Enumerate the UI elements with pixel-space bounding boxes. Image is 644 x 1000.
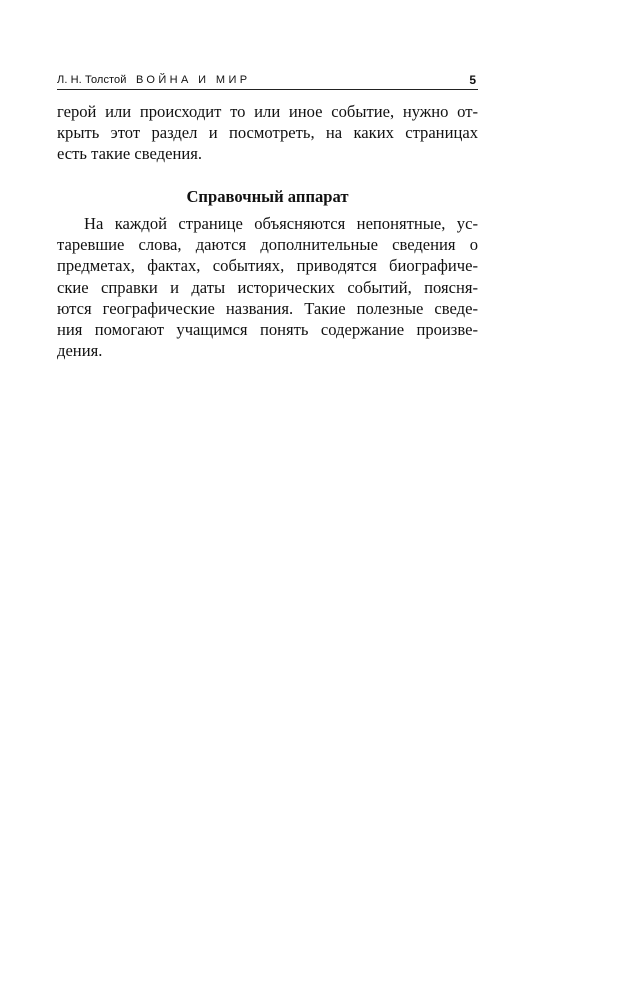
book-page bbox=[57, 0, 478, 1000]
header-rule bbox=[57, 89, 478, 90]
section-heading: Справочный аппарат bbox=[186, 187, 349, 206]
text-line: крыть этот раздел и посмотреть, на каких страницах bbox=[57, 123, 478, 143]
text-line: ские справки и даты исторических событий, поясня- bbox=[57, 277, 478, 297]
text-line: таревшие слова, даются дополнительные сведения о bbox=[57, 235, 478, 255]
page-number: 5 bbox=[469, 73, 476, 87]
text-line: ния помогают учащимся понять содержание произве- bbox=[57, 319, 478, 339]
text-line: На каждой странице объясняются непонятные, ус- bbox=[84, 214, 478, 233]
paragraph-reference-apparatus bbox=[57, 213, 478, 361]
running-header bbox=[57, 73, 478, 89]
paragraph-continuation bbox=[57, 101, 478, 165]
header-author: Л. Н. Толстой bbox=[57, 74, 127, 86]
header-book-title: ВОЙНА И МИР bbox=[136, 74, 251, 86]
text-line: дения. bbox=[57, 341, 103, 361]
text-line: предметах, фактах, событиях, приводятся биографиче- bbox=[57, 256, 478, 276]
text-line: есть такие сведения. bbox=[57, 144, 202, 164]
text-line: ются географические названия. Такие полезные сведе- bbox=[57, 298, 478, 318]
text-line: герой или происходит то или иное событие, нужно от- bbox=[57, 102, 478, 121]
